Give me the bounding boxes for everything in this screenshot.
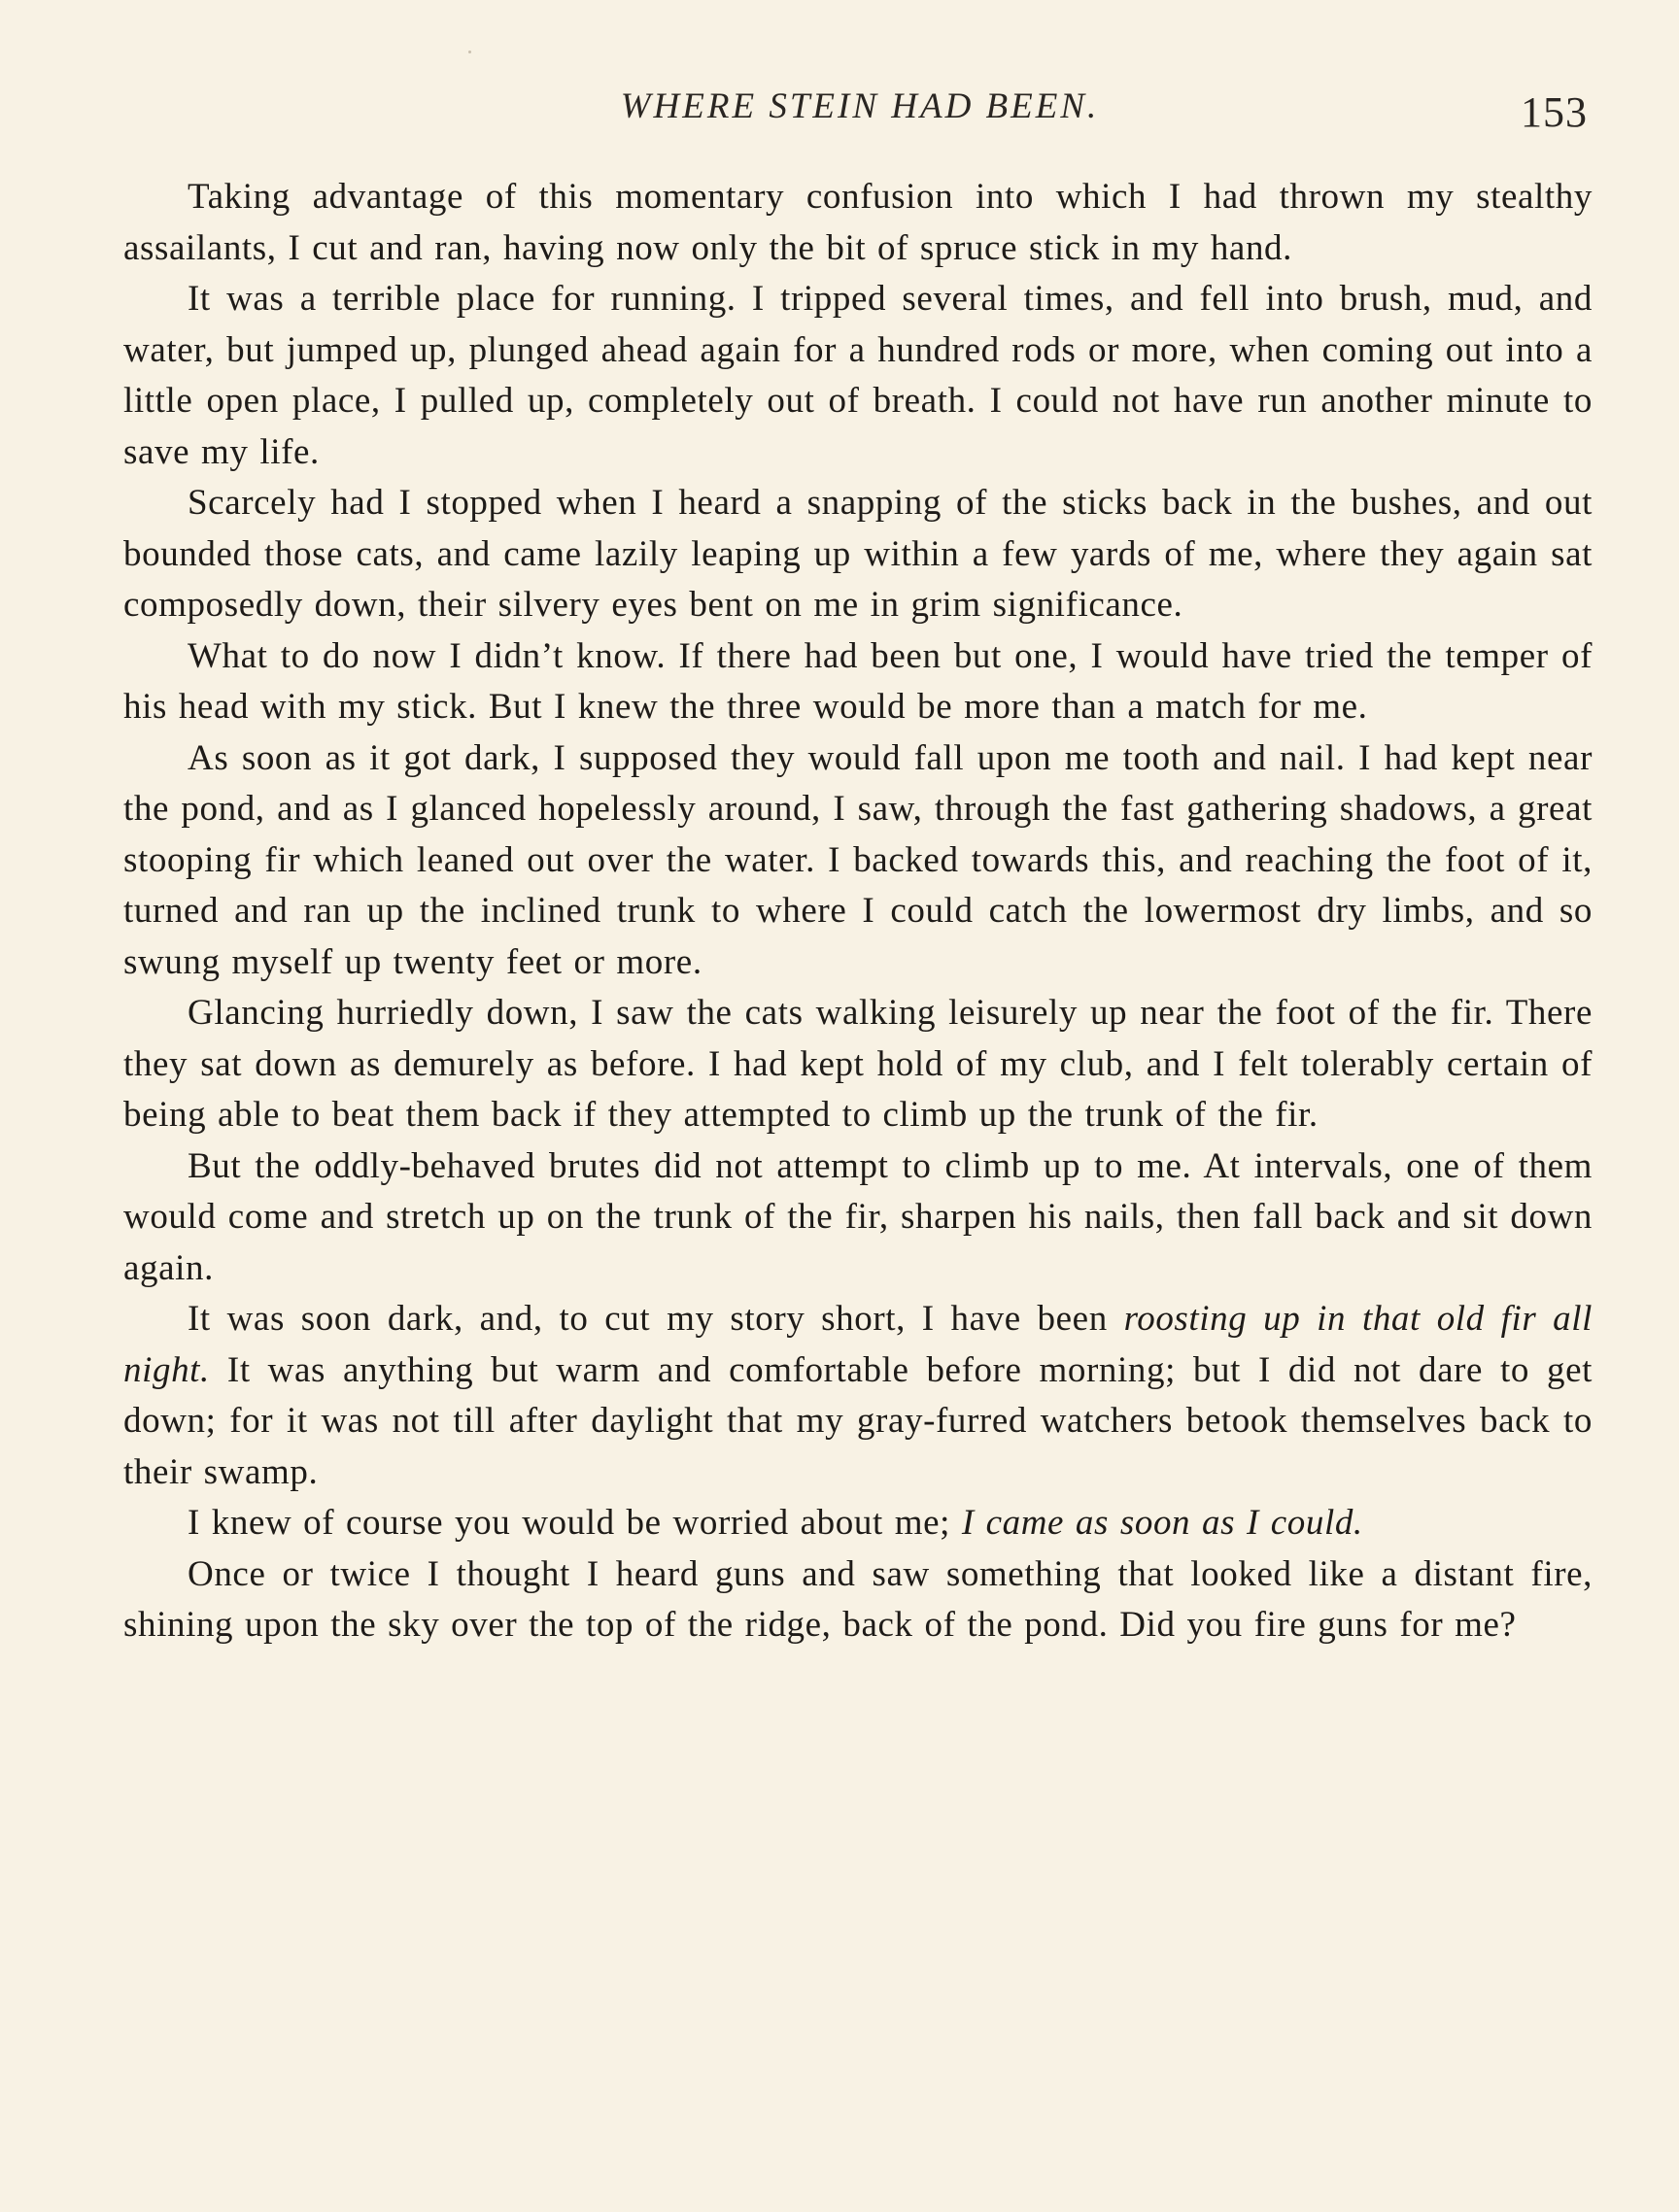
paragraph — [123, 1294, 1593, 1498]
paper-speck — [468, 51, 471, 53]
page-header — [0, 85, 1679, 144]
paragraph-text: It was soon dark, and, to cut my story short, I have been — [188, 1299, 1124, 1339]
paragraph: Taking advantage of this momentary confusion into which I had thrown my stealthy assailants, I cut and ran, having now only the bit of spruce stick in my hand. — [123, 177, 1593, 268]
italic-emphasis: I came as soon as I could. — [961, 1503, 1363, 1543]
paragraph: It was a terrible place for running. I tripped several times, and fell into brush, mud, and water, but jumped up, plunged ahead again for a hundred rods or more, when coming out into a little open place, I pulled up, completely out of breath. I could not have run another minute to save my life. — [123, 279, 1593, 472]
paragraph: Once or twice I thought I heard guns and saw something that looked like a distant fire, shining upon the sky over the top of the ridge, back of the pond. Did you fire guns for me? — [123, 1553, 1593, 1645]
paragraph-text: I knew of course you would be worried about me; — [188, 1503, 962, 1543]
paragraph: Glancing hurriedly down, I saw the cats walking leisurely up near the foot of the fir. There they sat down as demurely as before. I had kept hold of my club, and I felt tolerably certain of being able to beat them back if they attempted to climb up the trunk of the fir. — [123, 993, 1593, 1135]
paragraph: But the oddly-behaved brutes did not attempt to climb up to me. At intervals, one of them would come and stretch up on the trunk of the fir, sharpen his nails, then fall back and sit down again. — [123, 1145, 1593, 1288]
paragraph: As soon as it got dark, I supposed they would fall upon me tooth and nail. I had kept near the pond, and as I glanced hopelessly around, I saw, through the fast gathering shadows, a great stooping fir which leaned out over the water. I backed towards this, and reaching the foot of it, turned and ran up the inclined trunk to where I could catch the lowermost dry limbs, and so swung myself up twenty feet or more. — [123, 737, 1593, 982]
body-text — [123, 172, 1593, 1651]
paragraph-text: It was anything but warm and comfortable before morning; but I did not dare to get down; for it was not till after daylight that my gray-furred watchers betook themselves back to their swamp. — [123, 1349, 1593, 1492]
page-number: 153 — [1521, 88, 1588, 136]
italic-emphasis: roosting up in that old fir all night. — [123, 1299, 1593, 1390]
running-title: WHERE STEIN HAD BEEN. — [620, 86, 1100, 126]
paragraph: What to do now I didn’t know. If there had been but one, I would have tried the temper of his head with my stick. But I knew the three would be more than a match for me. — [123, 635, 1593, 727]
paragraph: Scarcely had I stopped when I heard a snapping of the sticks back in the bushes, and out bounded those cats, and came lazily leaping up within a few yards of me, where they again sat composedly down, their silvery eyes bent on me in grim significance. — [123, 483, 1593, 625]
paragraph — [123, 1498, 1593, 1549]
